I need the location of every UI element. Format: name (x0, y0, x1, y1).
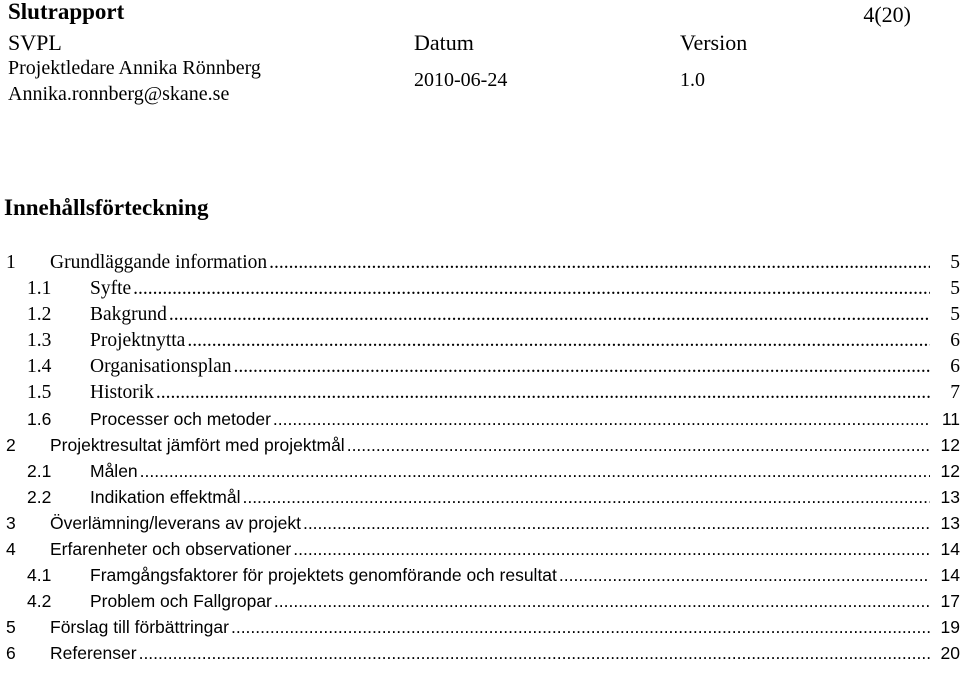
toc-dot-leader (347, 432, 930, 458)
toc-entry-number: 1 (6, 252, 16, 273)
toc-entry-page: 5 (950, 304, 960, 325)
toc-entry-title: Förslag till förbättringar (50, 614, 229, 640)
date-label: Datum (414, 30, 474, 55)
toc-entry[interactable] (0, 432, 960, 458)
toc-dot-leader (274, 588, 930, 614)
toc-entry-title: Syfte (90, 276, 131, 302)
version-label: Version (680, 30, 748, 55)
toc-entry[interactable] (0, 562, 960, 588)
toc-entry-number: 1.1 (27, 278, 52, 299)
toc-dot-leader (231, 614, 930, 640)
toc-entry-title: Organisationsplan (90, 354, 232, 380)
email-address: Annika.ronnberg@skane.se (8, 83, 230, 105)
toc-dot-leader (293, 536, 930, 562)
toc-dot-leader (156, 380, 930, 406)
toc-entry-number: 2.1 (27, 461, 52, 481)
toc-entry-number: 2 (6, 435, 16, 455)
toc-entry-title: Erfarenheter och observationer (50, 536, 291, 562)
toc-entry-title: Framgångsfaktorer för projektets genomförande och resultat (90, 562, 557, 588)
toc-entry-number: 1.6 (27, 409, 52, 429)
toc-entry[interactable] (0, 484, 960, 510)
toc-dot-leader (242, 484, 930, 510)
toc-entry-title: Processer och metoder (90, 406, 271, 432)
toc-entry-number: 3 (6, 513, 16, 533)
toc-entry-title: Historik (90, 380, 154, 406)
toc-entry-page: 11 (941, 409, 960, 429)
toc-entry-page: 14 (940, 565, 960, 585)
toc-entry-title: Indikation effektmål (90, 484, 240, 510)
toc-entry-number: 1.5 (27, 382, 52, 403)
toc-dot-leader (269, 250, 930, 276)
date-value: 2010-06-24 (414, 69, 508, 91)
page-number: 4(20) (863, 2, 911, 27)
toc-entry-number: 1.3 (27, 330, 52, 351)
toc-entry-title: Målen (90, 458, 138, 484)
toc-entry-title: Överlämning/leverans av projekt (50, 510, 301, 536)
toc-entry-number: 1.4 (27, 356, 52, 377)
toc-dot-leader (559, 562, 930, 588)
toc-entry-title: Projektresultat jämfört med projektmål (50, 432, 345, 458)
toc-entry-page: 5 (950, 252, 960, 273)
toc-entry[interactable] (0, 302, 960, 328)
toc-entry-page: 5 (950, 278, 960, 299)
document-title: Slutrapport (8, 0, 125, 24)
toc-entry-title: Referenser (50, 640, 137, 666)
toc-dot-leader (140, 458, 930, 484)
toc-entry[interactable] (0, 328, 960, 354)
toc-entry[interactable] (0, 510, 960, 536)
toc-dot-leader (273, 406, 930, 432)
toc-entry-page: 17 (940, 591, 960, 611)
toc-entry-number: 5 (6, 617, 16, 637)
toc-entry-title: Projektnytta (90, 328, 185, 354)
toc-entry-page: 12 (940, 461, 960, 481)
toc-entry-page: 7 (950, 382, 960, 403)
toc-entry-number: 1.2 (27, 304, 52, 325)
toc-entry-page: 13 (940, 513, 960, 533)
toc-entry[interactable] (0, 640, 960, 666)
toc-entry-number: 4 (6, 539, 16, 559)
toc-dot-leader (133, 276, 930, 302)
toc-entry[interactable] (0, 354, 960, 380)
toc-entry[interactable] (0, 380, 960, 406)
toc-entry-page: 19 (940, 617, 960, 637)
version-value: 1.0 (680, 69, 705, 91)
toc-entry-page: 12 (940, 435, 960, 455)
toc-entry[interactable] (0, 276, 960, 302)
toc-entry-page: 13 (940, 487, 960, 507)
toc-dot-leader (169, 302, 930, 328)
toc-entry[interactable] (0, 588, 960, 614)
toc-dot-leader (139, 640, 930, 666)
toc-dot-leader (234, 354, 930, 380)
toc-entry[interactable] (0, 536, 960, 562)
toc-dot-leader (187, 328, 930, 354)
toc-entry[interactable] (0, 250, 960, 276)
table-of-contents (0, 250, 960, 666)
toc-entry[interactable] (0, 406, 960, 432)
toc-heading: Innehållsförteckning (4, 195, 209, 220)
toc-entry-number: 4.2 (27, 591, 52, 611)
toc-entry-number: 2.2 (27, 487, 52, 507)
toc-entry-title: Bakgrund (90, 302, 167, 328)
toc-entry-title: Problem och Fallgropar (90, 588, 272, 614)
toc-entry-page: 20 (940, 643, 960, 663)
toc-entry-number: 4.1 (27, 565, 52, 585)
toc-entry-page: 14 (940, 539, 960, 559)
toc-entry-page: 6 (950, 330, 960, 351)
project-leader: Projektledare Annika Rönnberg (8, 57, 261, 79)
toc-entry[interactable] (0, 614, 960, 640)
toc-entry-title: Grundläggande information (50, 250, 267, 276)
toc-entry-number: 6 (6, 643, 16, 663)
project-name: SVPL (8, 30, 62, 55)
toc-entry-page: 6 (950, 356, 960, 377)
toc-dot-leader (303, 510, 930, 536)
toc-entry[interactable] (0, 458, 960, 484)
